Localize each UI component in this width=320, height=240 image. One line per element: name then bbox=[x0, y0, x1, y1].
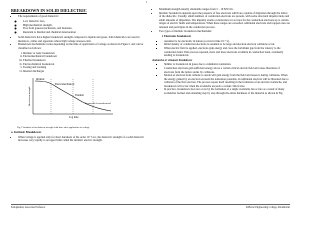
avalanche-point: ▪ Similar to breakdown in gases due to cumulative ionization. bbox=[164, 63, 290, 67]
mechanism-item: iv. Electrochemical breakdown bbox=[23, 63, 144, 67]
electronic-point: ▪ When electric field is applied, electrons gain energy and cross the forbidden gap from the valency to the conduction band. This process repeated, more and more electrons available in conduction band, eventually leading to breakdown. bbox=[164, 47, 290, 58]
page-footer bbox=[11, 204, 290, 209]
types-list bbox=[152, 35, 290, 39]
avalanche-point: ▪ Motion of electron from cathode to anode will gain energy from the field and losses it during collisions. When the energy gained by an electron exceeds the ionization potential, an additional electron will be liberated due to collision of the first electron. The process repeat itself resulting in the formation of an electron avalanche, and breakdown will occur when the avalanche exceeds a certain critical size. bbox=[164, 74, 290, 88]
label-intrinsic: Intrinsic bbox=[36, 77, 45, 81]
label-electromechanical: Electromechanical bbox=[55, 82, 75, 86]
mechanisms-list bbox=[11, 52, 144, 74]
y-axis-label: Breakdown strength bbox=[28, 86, 31, 106]
right-column bbox=[152, 8, 290, 97]
mechanism-item: v. Treeing and tracking bbox=[23, 66, 144, 70]
paragraph-list bbox=[11, 36, 144, 50]
section-heading: BREAKDOWN IN SOLID DIELECTRIC bbox=[11, 8, 87, 13]
requirement-item: ◦ High mechanical strength, bbox=[23, 24, 144, 28]
avalanche-title: Avalanche or streamer breakdown: bbox=[152, 59, 193, 63]
figure-caption: Fig.1 Variation of breakdown strength with time after application of voltage bbox=[17, 125, 90, 129]
paragraph: • Solid dielectrics have higher breakdown strength compared to liquids and gases. Solid dielectrics are used in insulators, cables and apparatus where high voltage stresses exist. bbox=[18, 36, 144, 43]
footer-author: K.Rajkumar, Associate Professor bbox=[11, 206, 46, 209]
requirements-sublist bbox=[11, 20, 144, 34]
avalanche-point: ▪ Conduction electrons gain sufficient energy above a certain critical electric field and cause liberation of electrons from the lattice atoms by collisions. bbox=[164, 67, 290, 74]
requirement-item: ◦ Free from gaseous inclusions, and moisture, bbox=[23, 27, 144, 31]
label-thermal: Thermal bbox=[75, 93, 84, 97]
requirement-item: ◦ Resistant to thermal and chemical deterioration bbox=[23, 31, 144, 35]
mechanism-item: ii. Electromechanical breakdown bbox=[23, 55, 144, 59]
right-paragraph-list bbox=[152, 8, 290, 33]
paragraph: • Maximum strength usually obtainable ranges from 5 – 10 MV/cm. bbox=[159, 8, 290, 12]
mechanism-item: i. Intrinsic or ionic breakdown bbox=[23, 52, 144, 56]
footer-institution: R.Bevse Engineering College, Perambalur bbox=[245, 206, 290, 209]
electronic-point: ▪ Assumed to be electronic in nature (occurs in time 10⁻⁸ s). bbox=[164, 40, 290, 44]
section-title: a. Intrinsic Breakdown: bbox=[11, 129, 42, 134]
mechanism-item: vi. Internal discharges bbox=[23, 70, 144, 74]
paragraph: • Two types of intrinsic breakdown mechanisms: bbox=[159, 30, 290, 34]
paragraph: • Breakdown mechanisms varies depending on the time of application of voltage as shown in Figure 1 and can be classified as follows: bbox=[18, 43, 144, 50]
intrinsic-list bbox=[11, 136, 144, 143]
electronic-points bbox=[152, 40, 290, 58]
mechanism-item: iii. Thermal breakdown bbox=[23, 59, 144, 63]
x-axis-label: Log time bbox=[69, 115, 79, 119]
breakdown-strength-figure bbox=[25, 76, 117, 120]
requirements-intro: • The requirements of good dielectric: bbox=[18, 15, 144, 19]
avalanche-points bbox=[152, 63, 290, 95]
avalanche-point: ▪ In practice, breakdown does not occur by the formation of a single avalanche but occurs as a result of many avalanches formed and extending step by step through the entire thickness of the material as shown in Fig. bbox=[164, 88, 290, 95]
requirement-item: ◦ Low dielectric loss, bbox=[23, 20, 144, 24]
requirements-list bbox=[11, 15, 144, 19]
page-number: 1 bbox=[146, 1, 148, 4]
left-column bbox=[11, 8, 144, 144]
type-item: i. Electronic breakdown: bbox=[164, 35, 290, 39]
paragraph: • When voltage is applied only for short durations of the order 10⁻⁸ sec, the dielectric strength of a solid dielectric increases very rapidly to an upper limit called the intrinsic electric strength. bbox=[18, 136, 144, 143]
paragraph: • Intrinsic breakdown depends upon the presence of free electrons which are capable of migration through the lattice of the dielectric. Usually, small numbers of conduction electrons are present, with some structural imperfections and small amounts of impurities. The impurity atoms or molecules act as traps for the conduction electrons up to certain ranges of electric fields and temperatures. When these ranges are exceeded, additional electrons and trapped ones are released and participate in the conduction process. bbox=[159, 12, 290, 30]
electronic-point: ▪ Initial density of conduction electrons is assumed to be large and electron-electron collisions occur. bbox=[164, 43, 290, 47]
label-erosion: Erosion & electrochemical bbox=[85, 101, 111, 105]
